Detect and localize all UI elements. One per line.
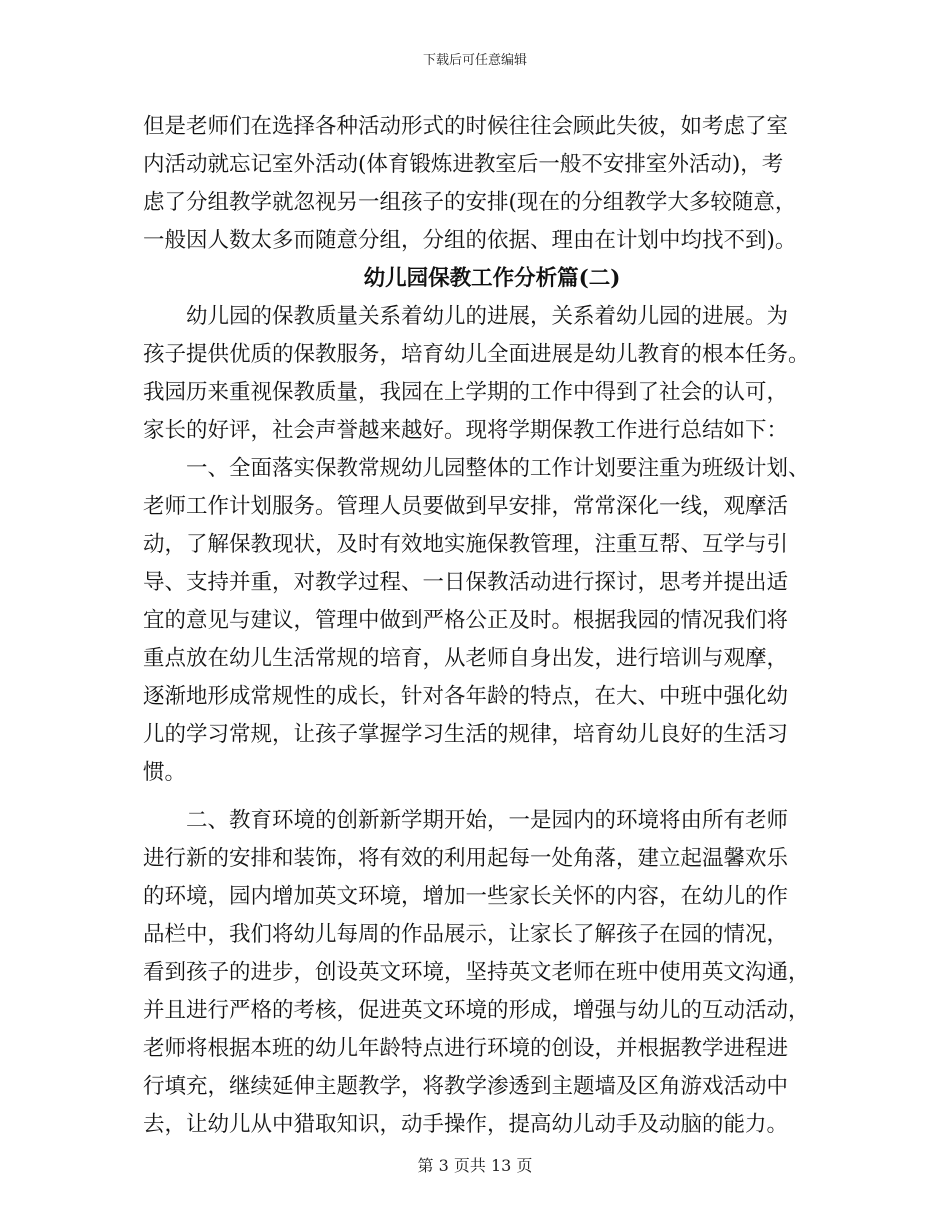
paragraph-line: 重点放在幼儿生活常规的培育，从老师自身出发，进行培训与观摩， — [143, 646, 789, 671]
paragraph-line: 二、教育环境的创新新学期开始，一是园内的环境将由所有老师 — [186, 808, 789, 833]
paragraph-line: 惯。 — [143, 760, 187, 785]
paragraph-line: 去，让幼儿从中猎取知识，动手操作，提高幼儿动手及动脑的能力。 — [143, 1112, 789, 1137]
document-body — [143, 108, 811, 1144]
paragraph-line: 品栏中，我们将幼儿每周的作品展示，让家长了解孩子在园的情况， — [143, 922, 789, 947]
paragraph-spacer — [143, 792, 811, 802]
paragraph-3 — [143, 802, 811, 1144]
paragraph-line: 我园历来重视保教质量，我园在上学期的工作中得到了社会的认可， — [143, 380, 789, 405]
paragraph-line: 孩子提供优质的保教服务，培育幼儿全面进展是幼儿教育的根本任务。 — [143, 342, 810, 367]
paragraph-line: 内活动就忘记室外活动(体育锻炼进教室后一般不安排室外活动)，考 — [143, 152, 784, 177]
paragraph-line: 进行新的安排和装饰，将有效的利用起每一处角落，建立起温馨欢乐 — [143, 846, 789, 871]
paragraph-line: 行填充，继续延伸主题教学，将教学渗透到主题墙及区角游戏活动中 — [143, 1074, 789, 1099]
paragraph-line: 动，了解保教现状，及时有效地实施保教管理，注重互帮、互学与引 — [143, 532, 789, 557]
paragraph-line: 一、全面落实保教常规幼儿园整体的工作计划要注重为班级计划、 — [186, 456, 810, 481]
paragraph-line: 虑了分组教学就忽视另一组孩子的安排(现在的分组教学大多较随意， — [143, 190, 797, 215]
section-title: 幼儿园保教工作分析篇(二) — [363, 266, 621, 291]
paragraph-line: 幼儿园的保教质量关系着幼儿的进展，关系着幼儿园的进展。为 — [186, 304, 789, 329]
intro-paragraph — [143, 108, 811, 260]
page-number: 第 3 页共 13 页 — [417, 1156, 533, 1175]
paragraph-line: 逐渐地形成常规性的成长，针对各年龄的特点，在大、中班中强化幼 — [143, 684, 789, 709]
header-note: 下载后可任意编辑 — [422, 53, 527, 68]
paragraph-1 — [143, 298, 811, 450]
paragraph-line: 宜的意见与建议，管理中做到严格公正及时。根据我园的情况我们将 — [143, 608, 789, 633]
paragraph-line: 儿的学习常规，让孩子掌握学习生活的规律，培育幼儿良好的生活习 — [143, 722, 789, 747]
paragraph-2 — [143, 450, 811, 792]
paragraph-line: 看到孩子的进步，创设英文环境，坚持英文老师在班中使用英文沟通， — [143, 960, 810, 985]
paragraph-line: 并且进行严格的考核，促进英文环境的形成，增强与幼儿的互动活动， — [143, 998, 810, 1023]
paragraph-line: 一般因人数太多而随意分组，分组的依据、理由在计划中均找不到)。 — [143, 228, 797, 253]
paragraph-line: 的环境，园内增加英文环境，增加一些家长关怀的内容，在幼儿的作 — [143, 884, 789, 909]
paragraph-line: 导、支持并重，对教学过程、一日保教活动进行探讨，思考并提出适 — [143, 570, 789, 595]
paragraph-line: 老师将根据本班的幼儿年龄特点进行环境的创设，并根据教学进程进 — [143, 1036, 789, 1061]
paragraph-line: 但是老师们在选择各种活动形式的时候往往会顾此失彼，如考虑了室 — [143, 114, 789, 139]
paragraph-line: 老师工作计划服务。管理人员要做到早安排，常常深化一线，观摩活 — [143, 494, 789, 519]
paragraph-line: 家长的好评，社会声誉越来越好。现将学期保教工作进行总结如下： — [143, 418, 789, 443]
